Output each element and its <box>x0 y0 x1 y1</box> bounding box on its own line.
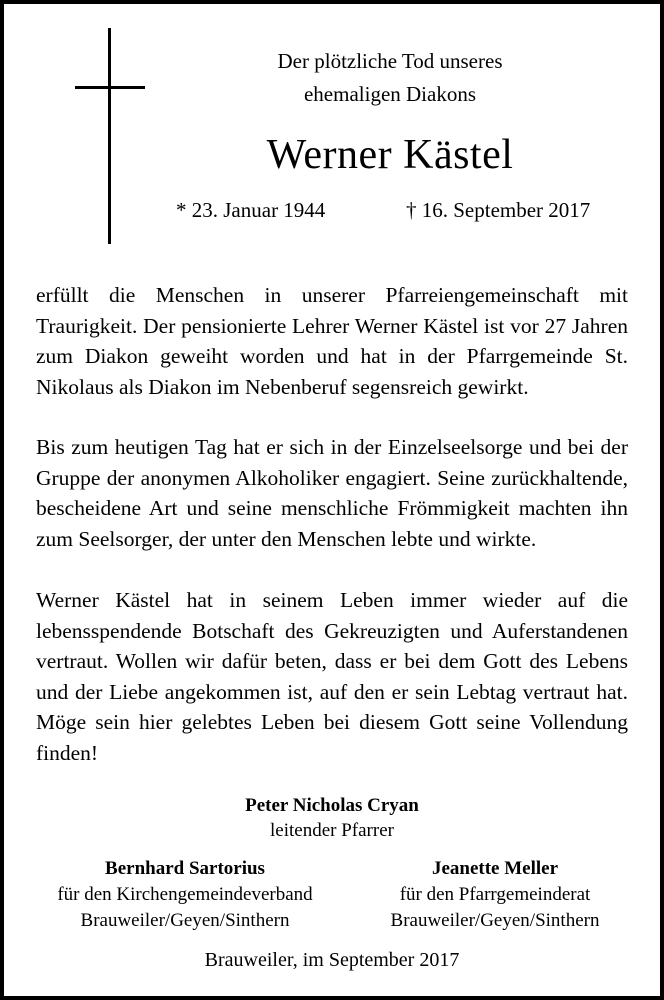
signatory-left-parish: Brauweiler/Geyen/Sinthern <box>80 910 290 931</box>
intro-line-1: Der plötzliche Tod unseres <box>277 49 503 73</box>
pastor-name: Peter Nicholas Cryan <box>245 795 419 816</box>
signatory-right-name: Jeanette Meller <box>431 858 559 879</box>
signatory-left-role: für den Kirchengemeindeverband <box>57 884 313 905</box>
signatory-right-role: für den Pfarrgemeinderat <box>399 884 591 905</box>
place-and-date: Brauweiler, im September 2017 <box>204 949 460 971</box>
pastor-role: leitender Pfarrer <box>270 820 394 841</box>
paragraph-3: Werner Kästel hat in seinem Leben immer wieder auf die lebensspendende Botschaft des Gekreuzigten und Auferstandenen vertraut. Wollen wir dafür beten, dass er bei dem Gott des Lebens und der Liebe angekommen ist, auf den er sein Lebtag vertraut hat. Möge sein hier gelebtes Leben bei diesem Gott seine Vollendung finden! <box>36 588 628 765</box>
signatory-right-parish: Brauweiler/Geyen/Sinthern <box>390 910 600 931</box>
paragraph-1: erfüllt die Menschen in unserer Pfarreiengemeinschaft mit Traurigkeit. Der pensionierte Lehrer Werner Kästel ist vor 27 Jahren zum Diakon geweiht worden und hat in der Pfarrgemeinde St. Nikolaus als Diakon im Nebenberuf segensreich gewirkt. <box>36 283 628 399</box>
cross-vertical-bar <box>108 28 111 244</box>
deceased-name: Werner Kästel <box>266 132 514 178</box>
intro-line-2: ehemaligen Diakons <box>303 82 477 106</box>
death-date: † 16. September 2017 <box>406 198 591 222</box>
signatory-left-name: Bernhard Sartorius <box>105 858 265 879</box>
paragraph-2: Bis zum heutigen Tag hat er sich in der Einzelseelsorge und bei der Gruppe der anonymen Alkoholiker engagiert. Seine zurückhaltende, bescheidene Art und seine menschliche Frömmigkeit machten ihn zum Seelsorger, der unter den Menschen lebte und wirkte. <box>36 435 628 551</box>
birth-date: * 23. Januar 1944 <box>176 198 326 222</box>
cross-horizontal-bar <box>75 86 145 89</box>
